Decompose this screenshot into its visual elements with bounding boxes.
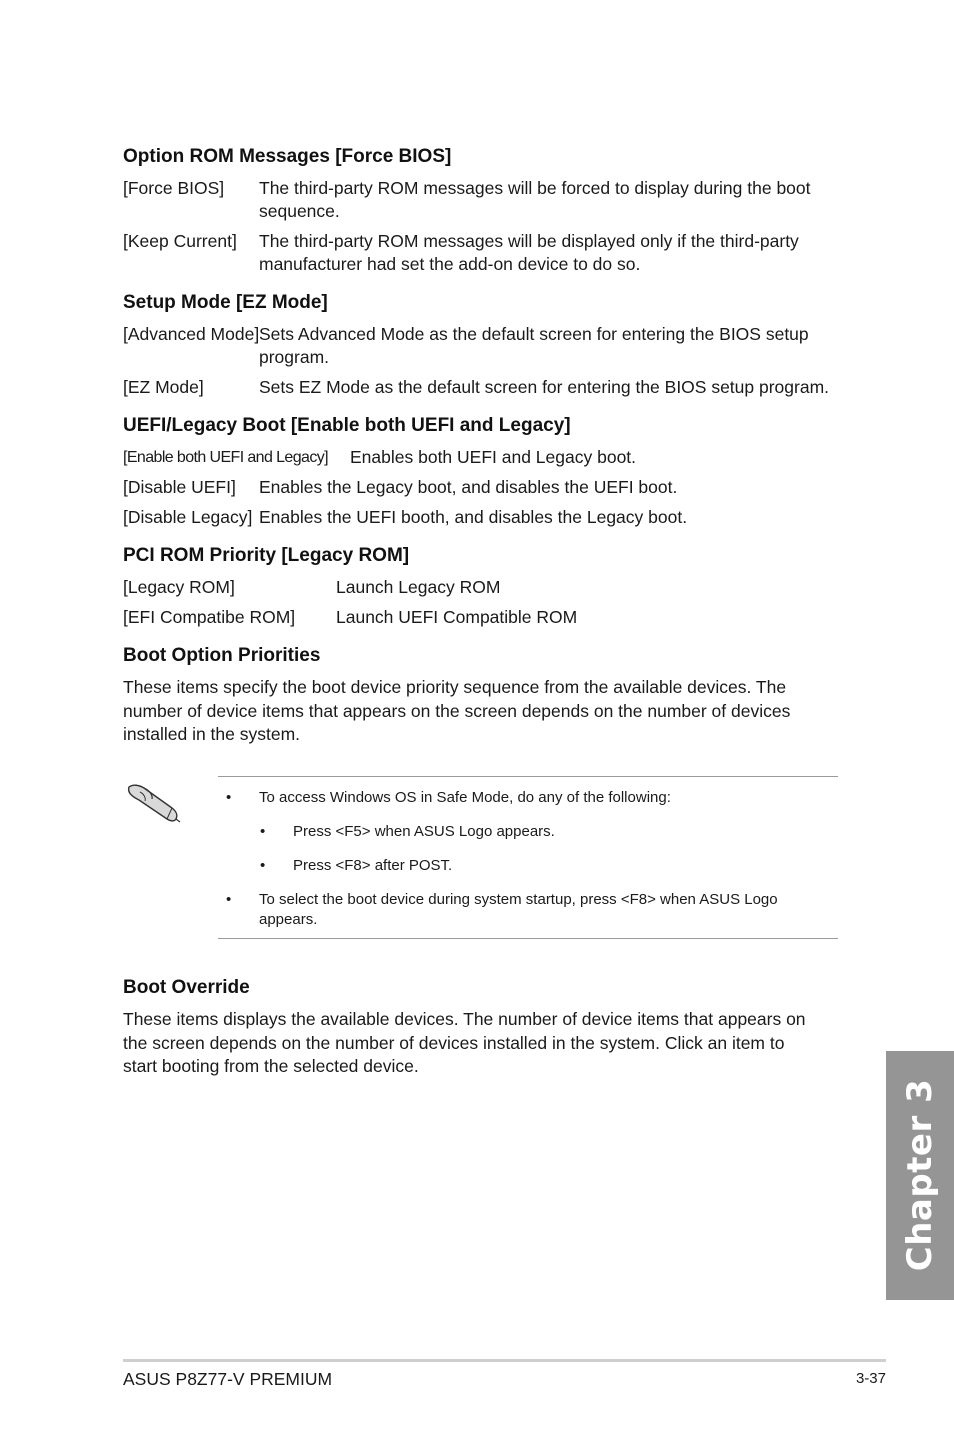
footer-rule xyxy=(123,1359,886,1362)
note-top-rule xyxy=(218,776,838,777)
option-description: The third-party ROM messages will be forced to display during the boot sequence. xyxy=(259,178,811,221)
note-text: To access Windows OS in Safe Mode, do any of the following: xyxy=(259,789,671,806)
option-key: [Advanced Mode] xyxy=(123,324,260,344)
option-key: [Disable Legacy] xyxy=(123,507,253,527)
bullet-icon: • xyxy=(260,857,266,874)
section-title-setup-mode: Setup Mode [EZ Mode] xyxy=(123,292,328,313)
option-description: Sets Advanced Mode as the default screen for entering the BIOS setup program. xyxy=(259,324,809,367)
chapter-tab xyxy=(886,1051,954,1300)
option-description: Enables the UEFI booth, and disables the Legacy boot. xyxy=(259,507,688,527)
option-key: [Legacy ROM] xyxy=(123,577,235,597)
section-text-boot-override: These items displays the available devices. The number of device items that appears on the screen depends on the number of devices installed in the system. Click an item to start booting from the selected device. xyxy=(123,1009,806,1076)
option-description: Enables both UEFI and Legacy boot. xyxy=(350,447,637,467)
section-title-pci-rom: PCI ROM Priority [Legacy ROM] xyxy=(123,545,410,566)
bullet-icon: • xyxy=(260,823,266,840)
option-description: The third-party ROM messages will be displayed only if the third-party manufacturer had set the add-on device to do so. xyxy=(259,231,799,274)
option-key: [Enable both UEFI and Legacy] xyxy=(123,449,328,466)
option-key: [EFI Compatibe ROM] xyxy=(123,607,296,627)
option-description: Launch UEFI Compatible ROM xyxy=(336,607,578,627)
note-text: Press <F5> when ASUS Logo appears. xyxy=(293,823,555,840)
section-title-option-rom: Option ROM Messages [Force BIOS] xyxy=(123,146,452,167)
section-title-boot-override: Boot Override xyxy=(123,977,250,998)
footer-product-name: ASUS P8Z77-V PREMIUM xyxy=(123,1369,333,1389)
option-description: Sets EZ Mode as the default screen for entering the BIOS setup program. xyxy=(259,377,830,397)
option-description: Launch Legacy ROM xyxy=(336,577,501,597)
section-text-boot-priorities: These items specify the boot device priority sequence from the available devices. The number of device items that appears on the screen depends on the number of devices installed in the system. xyxy=(123,677,791,744)
bullet-icon: • xyxy=(226,789,232,806)
chapter-tab-label: Chapter 3 xyxy=(900,1078,940,1272)
option-key: [Keep Current] xyxy=(123,231,237,251)
option-key: [Disable UEFI] xyxy=(123,477,236,497)
section-title-uefi-legacy: UEFI/Legacy Boot [Enable both UEFI and Legacy] xyxy=(123,415,571,436)
section-title-boot-priorities: Boot Option Priorities xyxy=(123,645,321,666)
pencil-hand-icon xyxy=(124,780,182,824)
bullet-icon: • xyxy=(226,891,232,908)
option-description: Enables the Legacy boot, and disables the UEFI boot. xyxy=(259,477,678,497)
note-text: Press <F8> after POST. xyxy=(293,857,453,874)
option-key: [EZ Mode] xyxy=(123,377,204,397)
note-text: To select the boot device during system startup, press <F8> when ASUS Logo appears. xyxy=(259,891,778,928)
note-bottom-rule xyxy=(218,938,838,939)
footer-page-number: 3-37 xyxy=(855,1370,886,1387)
option-key: [Force BIOS] xyxy=(123,178,225,198)
